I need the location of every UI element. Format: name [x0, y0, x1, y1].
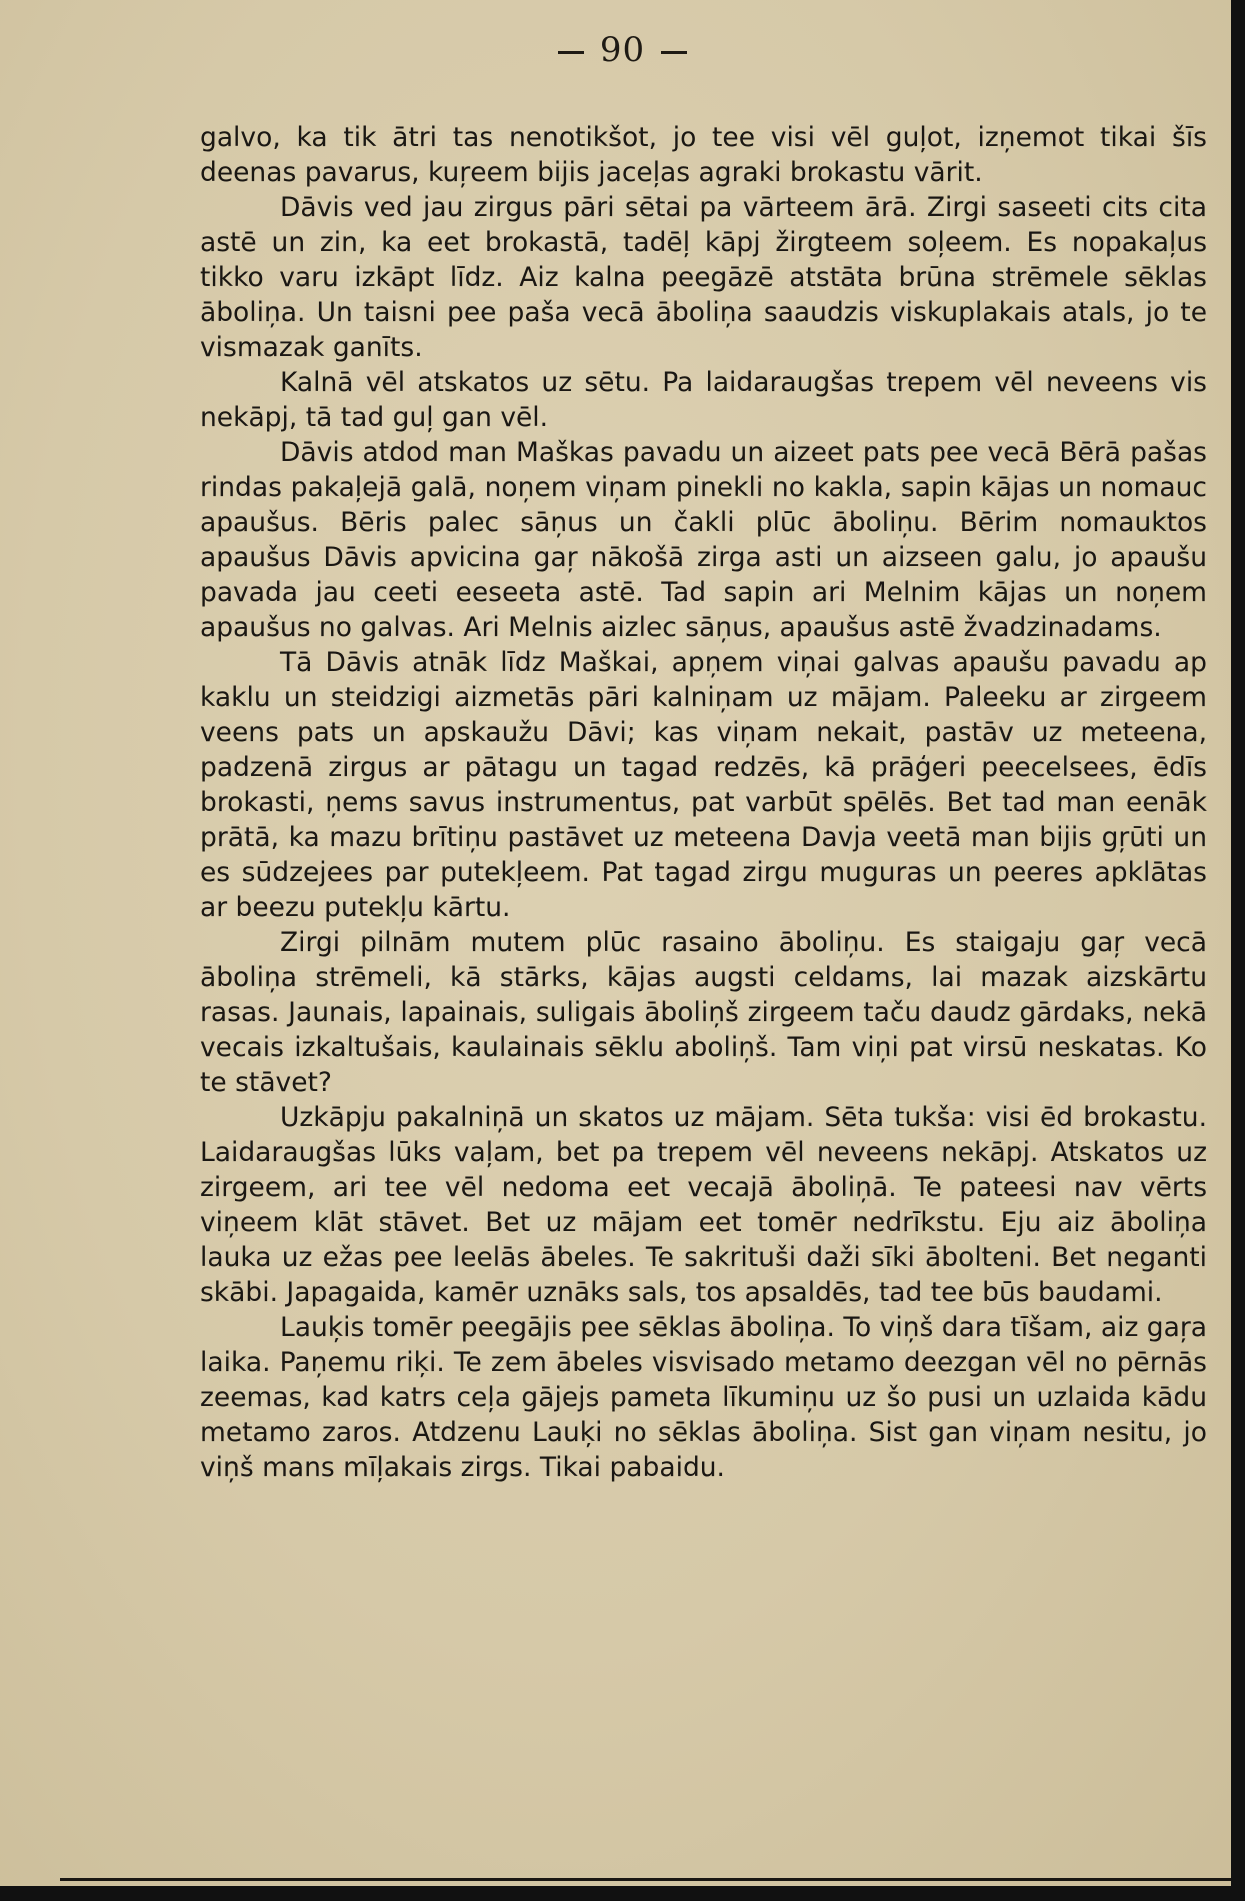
header-dash-right	[661, 51, 687, 54]
paragraph: galvo, ka tik ātri tas nenotikšot, jo tee visi vēl guļot, izņemot tikai šīs deenas pavarus, kuŗeem bijis jaceļas agraki brokastu vārit.	[200, 122, 1207, 188]
page-number: 90	[599, 30, 646, 70]
bottom-scan-edge	[0, 1886, 1245, 1901]
paragraph: Kalnā vēl atskatos uz sētu. Pa laidaraugšas trepem vēl neveens vis nekāpj, tā tad guļ gan vēl.	[200, 367, 1207, 433]
page-number-header	[0, 30, 1245, 70]
right-scan-edge	[1231, 0, 1245, 1901]
header-dash-left	[558, 51, 584, 54]
paragraph: Dāvis ved jau zirgus pāri sētai pa vārteem ārā. Zirgi saseeti cits cita astē un zin, ka eet brokastā, tadēļ kāpj žirgteem soļeem. Es nopakaļus tikko varu izkāpt līdz. Aiz kalna peegāzē atstāta brūna strēmele sēklas āboliņa. Un taisni pee paša vecā āboliņa saaudzis viskuplakais atals, jo te vismazak ganīts.	[200, 192, 1207, 363]
paragraph: Zirgi pilnām mutem plūc rasaino āboliņu. Es staigaju gaŗ vecā āboliņa strēmeli, kā stārks, kājas augsti celdams, lai mazak aizskārtu rasas. Jaunais, lapainais, suligais āboliņš zirgeem taču daudz gārdaks, nekā vecais izkaltušais, kaulainais sēklu aboliņš. Tam viņi pat virsū neskatas. Ko te stāvet?	[200, 927, 1207, 1098]
body-text	[200, 120, 1207, 1485]
bottom-rule	[60, 1878, 1245, 1881]
paragraph: Lauķis tomēr peegājis pee sēklas āboliņa. To viņš dara tīšam, aiz gaŗa laika. Paņemu riķi. Te zem ābeles visvisado metamo deezgan vēl no pērnās zeemas, kad katrs ceļa gājejs pameta līkumiņu uz šo pusi un uzlaida kādu metamo zaros. Atdzenu Lauķi no sēklas āboliņa. Sist gan viņam nesitu, jo viņš mans mīļakais zirgs. Tikai pabaidu.	[200, 1312, 1207, 1483]
paragraph: Tā Dāvis atnāk līdz Maškai, apņem viņai galvas apaušu pavadu ap kaklu un steidzigi aizmetās pāri kalniņam uz mājam. Paleeku ar zirgeem veens pats un apskaužu Dāvi; kas viņam nekait, pastāv uz meteena, padzenā zirgus ar pātagu un tagad redzēs, kā prāģeri peecelsees, ēdīs brokasti, ņems savus instrumentus, pat varbūt spēlēs. Bet tad man eenāk prātā, ka mazu brītiņu pastāvet uz meteena Davja veetā man bijis gŗūti un es sūdzejees par putekļeem. Pat tagad zirgu muguras un peeres apklātas ar beezu putekļu kārtu.	[200, 647, 1207, 923]
paragraph: Dāvis atdod man Maškas pavadu un aizeet pats pee vecā Bērā pašas rindas pakaļejā galā, noņem viņam pinekli no kakla, sapin kājas un nomauc apaušus. Bēris palec sāņus un čakli plūc āboliņu. Bērim nomauktos apaušus Dāvis apvicina gaŗ nākošā zirga asti un aizseen galu, jo apaušu pavada jau ceeti eeseeta astē. Tad sapin ari Melnim kājas un noņem apaušus no galvas. Ari Melnis aizlec sāņus, apaušus astē žvadzinadams.	[200, 437, 1207, 643]
paragraph: Uzkāpju pakalniņā un skatos uz mājam. Sēta tukša: visi ēd brokastu. Laidaraugšas lūks vaļam, bet pa trepem vēl neveens nekāpj. Atskatos uz zirgeem, ari tee vēl nedoma eet vecajā āboliņā. Te pateesi nav vērts viņeem klāt stāvet. Bet uz mājam eet tomēr nedrīkstu. Eju aiz āboliņa lauka uz ežas pee leelās ābeles. Te sakrituši daži sīki ābolteni. Bet neganti skābi. Japagaida, kamēr uznāks sals, tos apsaldēs, tad tee būs baudami.	[200, 1102, 1207, 1308]
